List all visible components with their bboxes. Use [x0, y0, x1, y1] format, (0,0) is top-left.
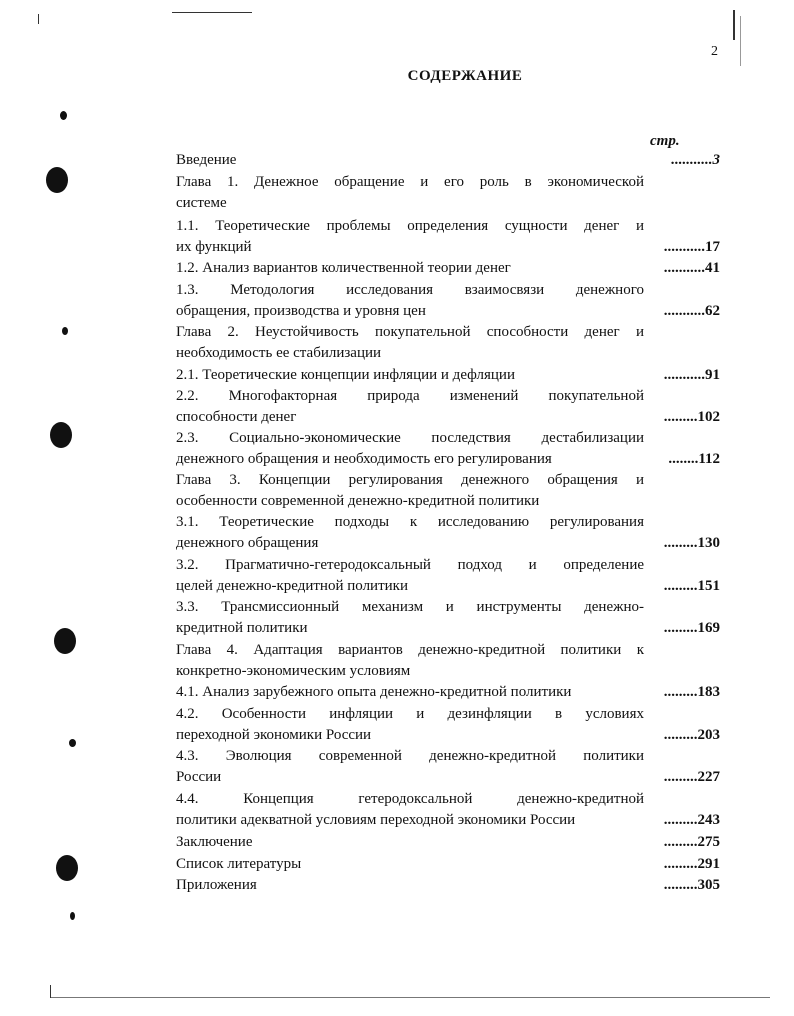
binder-hole-mark — [46, 167, 68, 193]
toc-entry — [176, 322, 644, 364]
binder-hole-mark — [54, 628, 76, 654]
margin-dot-mark — [62, 327, 68, 335]
toc-entry-text: 1.2. Анализ вариантов количественной теории денег — [176, 260, 511, 276]
toc-entry-text: способности денег — [176, 409, 297, 425]
toc-entry-text: обращения, производства и уровня цен — [176, 303, 426, 319]
scan-edge-line — [50, 985, 51, 998]
toc-entry-text: Список литературы — [176, 856, 302, 872]
toc-entry-text: особенности современной денежно-кредитной политики — [176, 493, 540, 509]
toc-entry — [176, 789, 720, 831]
toc-entry-page: .........305 — [663, 877, 720, 893]
scan-edge-line — [38, 14, 39, 24]
scan-edge-line — [50, 997, 770, 998]
toc-entry-text: 4.1. Анализ зарубежного опыта денежно-кредитной политики — [176, 684, 572, 700]
toc-entry-text: 3.3. Трансмиссионный механизм и инструменты денежно- — [176, 599, 644, 615]
toc-entry-page: ...........3 — [671, 152, 720, 168]
document-title: СОДЕРЖАНИЕ — [407, 68, 523, 84]
toc-entry-text: 4.4. Концепция гетеродоксальной денежно-кредитной — [176, 791, 644, 807]
toc-entry-text: 2.2. Многофакторная природа изменений покупательной — [176, 388, 644, 404]
scan-edge-line — [733, 10, 735, 40]
toc-entry-page: .........227 — [663, 769, 720, 785]
binder-hole-mark — [56, 855, 78, 881]
toc-entry-text: денежного обращения и необходимость его регулирования — [176, 451, 552, 467]
toc-entry-text: 4.2. Особенности инфляции и дезинфляции в условиях — [176, 706, 644, 722]
toc-entry — [176, 640, 644, 682]
page-number: 2 — [711, 44, 718, 59]
toc-entry — [176, 512, 720, 554]
toc-entry-text: 1.1. Теоретические проблемы определения сущности денег и — [176, 218, 644, 234]
toc-entry-text: Глава 1. Денежное обращение и его роль в экономической — [176, 174, 644, 190]
toc-entry — [176, 875, 720, 896]
toc-entry — [176, 258, 720, 279]
toc-entry-text: 1.3. Методология исследования взаимосвязи денежного — [176, 282, 644, 298]
toc-entry-text: конкретно-экономическим условиям — [176, 663, 411, 679]
toc-entry — [176, 832, 720, 853]
toc-entry-text: целей денежно-кредитной политики — [176, 578, 408, 594]
toc-entry-text: Заключение — [176, 834, 253, 850]
toc-entry — [176, 386, 720, 428]
toc-entry — [176, 470, 644, 512]
toc-entry-page: .........169 — [663, 620, 720, 636]
scan-edge-line — [740, 16, 741, 66]
toc-entry-text: системе — [176, 195, 227, 211]
toc-entry-text: 2.3. Социально-экономические последствия дестабилизации — [176, 430, 644, 446]
scan-edge-line — [172, 12, 252, 13]
page-column-header: стр. — [650, 133, 680, 149]
toc-entry-text: России — [176, 769, 222, 785]
toc-entry-page: .........275 — [663, 834, 720, 850]
toc-entry-text: Глава 4. Адаптация вариантов денежно-кредитной политики к — [176, 642, 644, 658]
toc-entry — [176, 172, 644, 214]
toc-entry — [176, 365, 720, 386]
toc-entry-text: Глава 3. Концепции регулирования денежного обращения и — [176, 472, 644, 488]
toc-entry — [176, 854, 720, 875]
toc-entry — [176, 597, 720, 639]
toc-entry-page: .........102 — [663, 409, 720, 425]
toc-entry-text: 3.1. Теоретические подходы к исследованию регулирования — [176, 514, 644, 530]
toc-entry-page: ...........17 — [663, 239, 720, 255]
toc-entry-page: .........183 — [663, 684, 720, 700]
toc-entry-text: кредитной политики — [176, 620, 308, 636]
toc-entry — [176, 555, 720, 597]
toc-entry-text: переходной экономики России — [176, 727, 372, 743]
toc-entry-text: 4.3. Эволюция современной денежно-кредитной политики — [176, 748, 644, 764]
toc-entry-page: ...........41 — [663, 260, 720, 276]
toc-entry — [176, 682, 720, 703]
margin-dot-mark — [60, 111, 67, 120]
toc-entry-text: 2.1. Теоретические концепции инфляции и дефляции — [176, 367, 515, 383]
toc-entry — [176, 428, 720, 470]
toc-entry — [176, 280, 720, 322]
toc-entry-page: .........203 — [663, 727, 720, 743]
toc-entry — [176, 150, 720, 171]
toc-entry-text: Глава 2. Неустойчивость покупательной способности денег и — [176, 324, 644, 340]
toc-entry-page: ...........91 — [663, 367, 720, 383]
toc-entry-text: денежного обращения — [176, 535, 319, 551]
toc-entry-page: .........151 — [663, 578, 720, 594]
toc-entry-page: .........130 — [663, 535, 720, 551]
toc-entry-page: ...........62 — [663, 303, 720, 319]
toc-entry-text: необходимость ее стабилизации — [176, 345, 382, 361]
margin-dot-mark — [69, 739, 76, 747]
toc-entry — [176, 704, 720, 746]
binder-hole-mark — [50, 422, 72, 448]
toc-entry-text: политики адекватной условиям переходной экономики России — [176, 812, 576, 828]
toc-entry — [176, 746, 720, 788]
toc-entry-text: Приложения — [176, 877, 257, 893]
toc-entry-page: .........291 — [663, 856, 720, 872]
margin-dot-mark — [70, 912, 75, 920]
toc-entry-text: Введение — [176, 152, 237, 168]
toc-entry-page: .........243 — [663, 812, 720, 828]
toc-entry-page: ........112 — [668, 451, 720, 467]
toc-entry-text: их функций — [176, 239, 252, 255]
toc-entry-text: 3.2. Прагматично-гетеродоксальный подход и определение — [176, 557, 644, 573]
toc-entry — [176, 216, 720, 258]
